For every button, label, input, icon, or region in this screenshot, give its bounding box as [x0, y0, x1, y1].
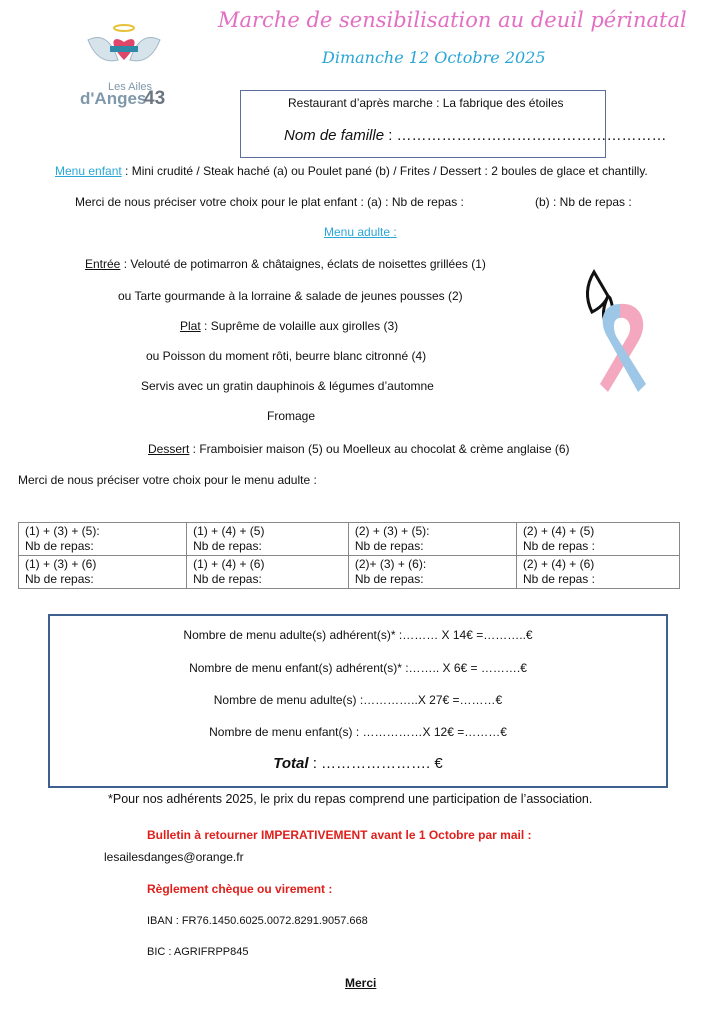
meal-count-label: Nb de repas:	[193, 572, 262, 586]
table-row	[19, 556, 680, 589]
page-title: Marche de sensibilisation au deuil périnatal	[218, 8, 687, 32]
meal-count-label: Nb de repas:	[354, 572, 424, 586]
family-name-field[interactable]	[284, 127, 667, 144]
bic: BIC : AGRIFRPP845	[147, 946, 249, 958]
return-instruction: Bulletin à retourner IMPERATIVEMENT avant le 1 Octobre par mail :	[147, 828, 532, 842]
adult-menu-label: Menu adulte :	[324, 225, 397, 239]
plat-2: ou Poisson du moment rôti, beurre blanc citronné (4)	[146, 349, 427, 363]
combo-label: (2) + (4) + (6)	[522, 557, 595, 571]
combo-cell[interactable]	[19, 556, 187, 589]
entree	[85, 257, 486, 271]
total-value: : …………………. €	[308, 755, 443, 772]
child-menu-label: Menu enfant	[55, 164, 122, 178]
contact-email[interactable]: lesailesdanges@orange.fr	[104, 850, 244, 864]
price-line-adult: Nombre de menu adulte(s) :…………..X 27€ =………€	[213, 693, 503, 707]
association-logo	[78, 20, 170, 110]
child-menu-text: : Mini crudité / Steak haché (a) ou Poulet pané (b) / Frites / Dessert : 2 boules de glace et chantilly.	[121, 164, 648, 178]
combo-label: (2)+ (3) + (6):	[354, 557, 427, 571]
child-choice-b: (b) : Nb de repas :	[535, 195, 632, 209]
meal-count-label: Nb de repas :	[522, 572, 595, 586]
meal-count-label: Nb de repas:	[354, 539, 424, 553]
combo-cell[interactable]	[187, 556, 349, 589]
dessert	[148, 442, 570, 456]
meal-count-label: Nb de repas :	[522, 539, 595, 553]
total-label: Total	[273, 755, 309, 772]
entree-text: : Velouté de potimarron & châtaignes, éclats de noisettes grillées (1)	[120, 257, 486, 271]
meal-count-label: Nb de repas:	[25, 572, 94, 586]
dessert-text: : Framboisier maison (5) ou Moelleux au chocolat & crème anglaise (6)	[189, 442, 570, 456]
event-date: Dimanche 12 Octobre 2025	[322, 48, 546, 67]
plat	[180, 319, 398, 333]
combo-label: (2) + (3) + (5):	[354, 524, 430, 538]
member-note: *Pour nos adhérents 2025, le prix du repas comprend une participation de l’association.	[108, 792, 593, 806]
price-line-child: Nombre de menu enfant(s) : ……………X 12€ =………€	[209, 725, 507, 739]
svg-text:43: 43	[144, 88, 166, 109]
side: Servis avec un gratin dauphinois & légumes d’automne	[141, 379, 434, 393]
combo-label: (1) + (3) + (6)	[25, 557, 97, 571]
price-line-child-member: Nombre de menu enfant(s) adhérent(s)* :…….. X 6€ = ……….€	[189, 661, 527, 675]
cheese: Fromage	[267, 409, 316, 423]
payment-method: Règlement chèque ou virement :	[147, 882, 333, 896]
child-menu	[55, 164, 648, 178]
child-choice: Merci de nous préciser votre choix pour le plat enfant : (a) : Nb de repas :	[75, 195, 464, 209]
table-row	[19, 523, 680, 556]
butterfly-ribbon-image	[580, 262, 660, 397]
combo-label: (1) + (4) + (5)	[193, 524, 265, 538]
adult-combo-table	[18, 522, 680, 589]
total-line	[48, 755, 668, 772]
plat-label: Plat	[180, 319, 201, 333]
iban: IBAN : FR76.1450.6025.0072.8291.9057.668	[147, 915, 368, 927]
combo-cell[interactable]	[187, 523, 349, 556]
entree-2: ou Tarte gourmande à la lorraine & salade de jeunes pousses (2)	[118, 289, 463, 303]
family-name-label: Nom de famille	[284, 127, 385, 144]
family-name-blank: : ………………………………………………	[384, 127, 667, 144]
combo-cell[interactable]	[348, 556, 516, 589]
svg-text:Les Ailes: Les Ailes	[108, 81, 153, 93]
combo-label: (1) + (3) + (5):	[25, 524, 100, 538]
adult-choice: Merci de nous préciser votre choix pour le menu adulte :	[18, 473, 317, 487]
price-line-adult-member: Nombre de menu adulte(s) adhérent(s)* :……… X 14€ =………..€	[183, 628, 533, 642]
combo-cell[interactable]	[348, 523, 516, 556]
entree-label: Entrée	[85, 257, 121, 271]
thanks: Merci	[345, 976, 377, 990]
combo-label: (1) + (4) + (6)	[193, 557, 265, 571]
svg-text:d'Anges: d'Anges	[80, 89, 147, 108]
combo-cell[interactable]	[516, 523, 679, 556]
meal-count-label: Nb de repas:	[25, 539, 94, 553]
combo-cell[interactable]	[19, 523, 187, 556]
combo-label: (2) + (4) + (5)	[522, 524, 595, 538]
dessert-label: Dessert	[148, 442, 190, 456]
meal-count-label: Nb de repas:	[193, 539, 262, 553]
restaurant-name: Restaurant d’après marche : La fabrique des étoiles	[288, 96, 564, 110]
plat-text: : Suprême de volaille aux girolles (3)	[200, 319, 399, 333]
combo-cell[interactable]	[516, 556, 679, 589]
